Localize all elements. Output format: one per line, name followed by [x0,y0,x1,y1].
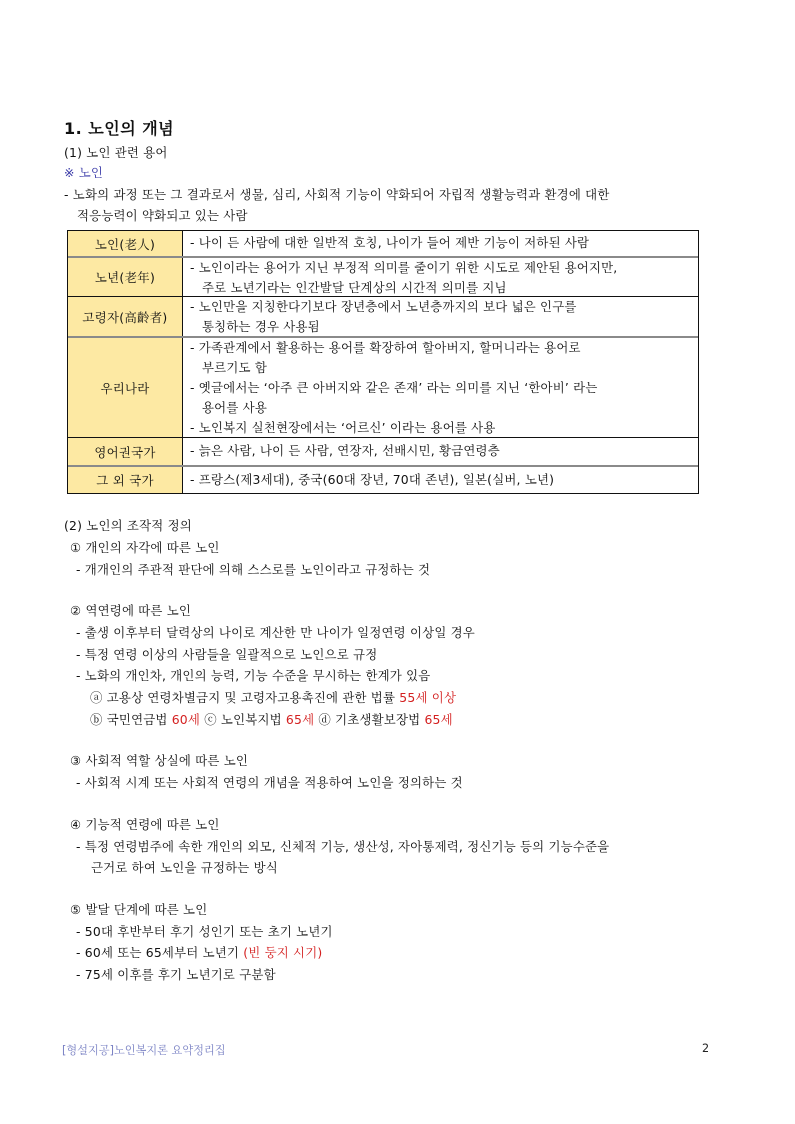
table-row [68,231,698,256]
desc-cell [183,467,698,493]
item-line: 근거로 하여 노인을 규정하는 방식 [91,860,278,875]
desc-line: - 늙은 사람, 나이 든 사람, 연장자, 선배시민, 황금연령층 [190,443,500,458]
table-row [68,437,698,465]
item-heading-3: ③ 사회적 역할 상실에 따른 노인 [70,753,249,768]
desc-line: - 가족관계에서 활용하는 용어를 확장하여 할아버지, 할머니라는 용어로 [190,340,581,355]
law-d-label: ⓓ 기초생활보장법 [314,712,425,727]
item-heading-4: ④ 기능적 연령에 따른 노인 [70,817,220,832]
law-a-label: ⓐ 고용상 연령차별금지 및 고령자고용촉진에 관한 법률 [90,690,400,705]
law-line-bcd [90,710,453,730]
definition-line-2: 적응능력이 약화되고 있는 사람 [77,208,248,223]
table-row [68,256,698,296]
desc-line: 용어를 사용 [202,400,267,415]
desc-line: - 노인이라는 용어가 지닌 부정적 의미를 줄이기 위한 시도로 제안된 용어지만, [190,260,618,275]
term-cell: 노년(老年) [68,258,183,296]
law-a-age: 55세 이상 [399,690,457,705]
item-heading-1: ① 개인의 자각에 따른 노인 [70,540,220,555]
law-c-label: ⓒ 노인복지법 [200,712,286,727]
desc-line: - 노인복지 실천현장에서는 ‘어르신’ 이라는 용어를 사용 [190,420,496,435]
subsection-title-2: (2) 노인의 조작적 정의 [64,518,192,533]
term-cell: 고령자(高齡者) [68,297,183,336]
law-d-age: 65세 [424,712,453,727]
item-line-text: - 60세 또는 65세부터 노년기 [76,945,244,960]
item-line: - 노화의 개인차, 개인의 능력, 기능 수준을 무시하는 한계가 있음 [76,668,431,683]
term-cell: 그 외 국가 [68,467,183,493]
item-line: - 사회적 시계 또는 사회적 연령의 개념을 적용하여 노인을 정의하는 것 [76,775,463,790]
term-cell: 우리나라 [68,338,183,437]
item-line: - 개개인의 주관적 판단에 의해 스스로를 노인이라고 규정하는 것 [76,562,431,577]
terms-table [67,230,699,494]
item-heading-2: ② 역연령에 따른 노인 [70,603,192,618]
table-row [68,296,698,336]
note-label: ※ 노인 [64,165,104,180]
page-number: 2 [702,1042,710,1055]
desc-line: 주로 노년기라는 인간발달 단계상의 시간적 의미를 지님 [202,280,507,295]
item-heading-5: ⑤ 발달 단계에 따른 노인 [70,902,208,917]
desc-line: - 나이 든 사람에 대한 일반적 호칭, 나이가 들어 제반 기능이 저하된 사람 [190,235,590,250]
subsection-title-1: (1) 노인 관련 용어 [64,145,168,160]
law-c-age: 65세 [285,712,315,727]
desc-cell [183,297,698,336]
item-line: - 출생 이후부터 달력상의 나이로 계산한 만 나이가 일정연령 이상일 경우 [76,625,475,640]
desc-line: - 노인만을 지칭한다기보다 장년층에서 노년층까지의 보다 넓은 인구를 [190,299,577,314]
section-heading: 1. 노인의 개념 [64,119,175,138]
term-cell: 노인(老人) [68,231,183,256]
item-line: - 특정 연령범주에 속한 개인의 외모, 신체적 기능, 생산성, 자아통제력, 정신기능 등의 기능수준을 [76,839,610,854]
desc-line: - 프랑스(제3세대), 중국(60대 장년, 70대 존년), 일본(실버, 노년) [190,472,555,487]
table-row [68,465,698,493]
desc-cell [183,438,698,465]
item-line [76,943,322,963]
desc-cell [183,231,698,256]
desc-cell [183,258,698,296]
footer-title: [형설지공]노인복지론 요약정리집 [62,1044,226,1057]
item-line: - 특정 연령 이상의 사람들을 일괄적으로 노인으로 규정 [76,647,378,662]
definition-line-1: - 노화의 과정 또는 그 결과로서 생물, 심리, 사회적 기능이 약화되어 자립적 생활능력과 환경에 대한 [64,187,610,202]
desc-cell [183,338,698,437]
desc-line: - 옛글에서는 ‘아주 큰 아버지와 같은 존재’ 라는 의미를 지닌 ‘한아비’ 라는 [190,380,598,395]
item-line: - 50대 후반부터 후기 성인기 또는 초기 노년기 [76,924,333,939]
table-row [68,336,698,437]
empty-nest-highlight: (빈 둥지 시기) [243,945,323,960]
law-b-label: ⓑ 국민연금법 [90,712,172,727]
desc-line: 부르기도 함 [202,360,267,375]
law-line-a [90,688,456,708]
term-cell: 영어권국가 [68,438,183,465]
desc-line: 통칭하는 경우 사용됨 [202,319,320,334]
law-b-age: 60세 [171,712,201,727]
item-line: - 75세 이후를 후기 노년기로 구분함 [76,967,276,982]
